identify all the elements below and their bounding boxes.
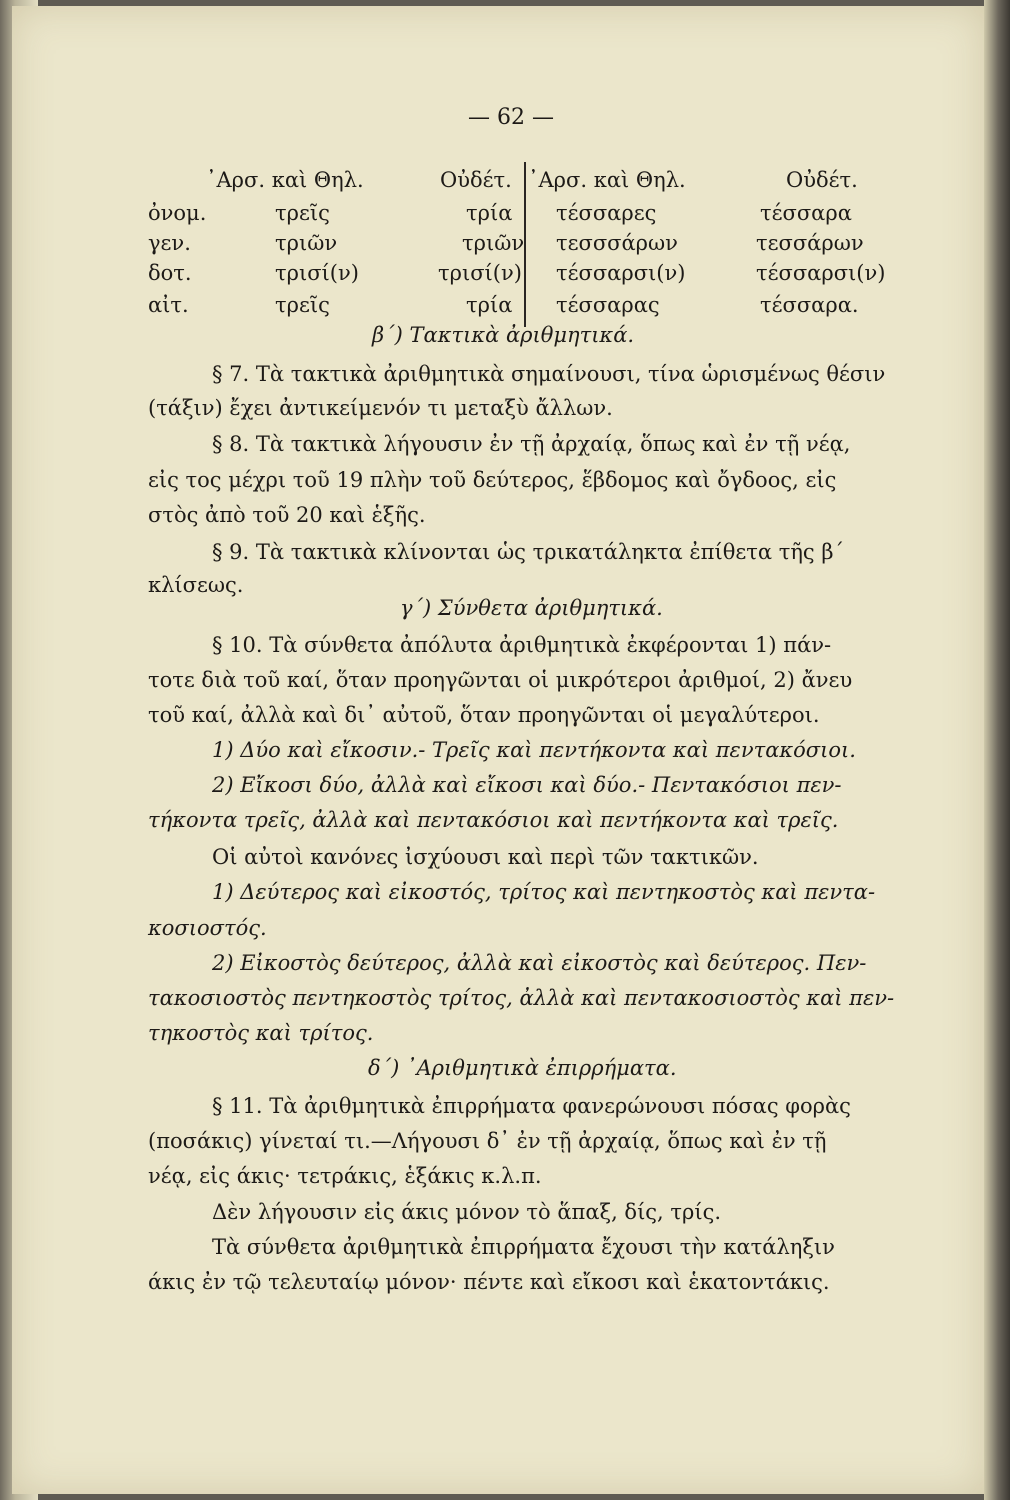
paragraph-line: εἰς τος μέχρι τοῦ 19 πλὴν τοῦ δεύτερος, ἕβδομος καὶ ὄγδοος, εἰς <box>148 468 837 492</box>
paragraph-line: § 11. Τὰ ἀριθμητικὰ ἐπιρρήματα φανερώνουσι πόσας φορὰς <box>212 1094 851 1118</box>
paragraph-line: Οἱ αὐτοὶ κανόνες ἰσχύουσι καὶ περὶ τῶν τακτικῶν. <box>212 845 759 869</box>
header-masc-fem-4: ᾿Αρσ. καὶ Θηλ. <box>528 168 686 192</box>
paragraph-line: στὸς ἀπὸ τοῦ 20 καὶ ἑξῆς. <box>148 503 426 527</box>
table-cell: τρισί(ν) <box>438 261 522 285</box>
header-neuter-3: Οὐδέτ. <box>440 168 512 192</box>
example-line: κοσιοστός. <box>148 916 267 940</box>
table-cell: τέσσαρας <box>556 293 660 317</box>
section-heading-adverbs: δ΄) ᾿Αριθμητικὰ ἐπιρρήματα. <box>368 1056 677 1080</box>
example-line: τήκοντα τρεῖς, ἀλλὰ καὶ πεντακόσιοι καὶ πεντήκοντα καὶ τρεῖς. <box>148 808 839 832</box>
paragraph-line: (ποσάκις) γίνεταί τι.—Λήγουσι δ᾿ ἐν τῇ ἀρχαίᾳ, ὅπως καὶ ἐν τῇ <box>148 1129 827 1153</box>
table-cell: τέσσαρσι(ν) <box>756 261 886 285</box>
table-cell: τρία <box>466 201 513 225</box>
table-cell: τρεῖς <box>275 201 330 225</box>
table-cell: τριῶν <box>275 231 338 255</box>
header-neuter-4: Οὐδέτ. <box>786 168 858 192</box>
paragraph-line: κλίσεως. <box>148 573 244 597</box>
example-line: 2) Εἰκοστὸς δεύτερος, ἀλλὰ καὶ εἰκοστὸς καὶ δεύτερος. Πεν- <box>212 951 867 975</box>
table-cell: τρισί(ν) <box>275 261 359 285</box>
case-label: γεν. <box>148 231 191 255</box>
page-right-edge <box>984 0 1010 1500</box>
paragraph-line: (τάξιν) ἔχει ἀντικείμενόν τι μεταξὺ ἄλλων. <box>148 396 613 420</box>
table-cell: τεσσσάρων <box>556 231 678 255</box>
paragraph-line: άκις ἐν τῷ τελευταίῳ μόνον· πέντε καὶ εἴκοσι καὶ ἑκατοντάκις. <box>148 1270 830 1294</box>
example-line: 1) Δύο καὶ εἴκοσιν.- Τρεῖς καὶ πεντήκοντα καὶ πεντακόσιοι. <box>212 738 856 762</box>
case-label: δοτ. <box>148 261 192 285</box>
table-cell: τέσσαρα. <box>760 293 859 317</box>
example-line: τηκοστὸς καὶ τρίτος. <box>148 1021 374 1045</box>
table-cell: τέσσαρσι(ν) <box>556 261 686 285</box>
case-label: ὀνομ. <box>148 201 207 225</box>
paragraph-line: νέᾳ, εἰς άκις· τετράκις, ἑξάκις κ.λ.π. <box>148 1164 542 1188</box>
paragraph-line: τοῦ καί, ἀλλὰ καὶ δι᾿ αὐτοῦ, ὅταν προηγῶνται οἱ μεγαλύτεροι. <box>148 703 820 727</box>
table-divider <box>524 162 526 327</box>
table-cell: τρεῖς <box>275 293 330 317</box>
example-line: 2) Εἴκοσι δύο, ἀλλὰ καὶ εἴκοσι καὶ δύο.- Πεντακόσιοι πεν- <box>212 773 842 797</box>
example-line: τακοσιοστὸς πεντηκοστὸς τρίτος, ἀλλὰ καὶ πεντακοσιοστὸς καὶ πεν- <box>148 986 895 1010</box>
section-heading-ordinals: β΄) Τακτικὰ ἀριθμητικά. <box>372 323 635 347</box>
paragraph-line: Τὰ σύνθετα ἀριθμητικὰ ἐπιρρήματα ἔχουσι τὴν κατάληξιν <box>212 1235 835 1259</box>
paragraph-line: § 10. Τὰ σύνθετα ἀπόλυτα ἀριθμητικὰ ἐκφέρονται 1) πάν- <box>212 633 832 657</box>
example-line: 1) Δεύτερος καὶ εἰκοστός, τρίτος καὶ πεντηκοστὸς καὶ πεντα- <box>212 880 876 904</box>
table-cell: τεσσάρων <box>756 231 864 255</box>
page-number: — 62 — <box>468 105 554 130</box>
paragraph-line: § 8. Τὰ τακτικὰ λήγουσιν ἐν τῇ ἀρχαίᾳ, ὅπως καὶ ἐν τῇ νέᾳ, <box>212 432 851 456</box>
case-label: αἰτ. <box>148 293 189 317</box>
paragraph-line: § 7. Τὰ τακτικὰ ἀριθμητικὰ σημαίνουσι, τίνα ὡρισμένως θέσιν <box>212 362 886 386</box>
paragraph-line: Δὲν λήγουσιν εἰς άκις μόνον τὸ ἅπαξ, δίς, τρίς. <box>212 1200 722 1224</box>
paragraph-line: § 9. Τὰ τακτικὰ κλίνονται ὡς τρικατάληκτα ἐπίθετα τῆς β΄ <box>212 540 844 564</box>
table-cell: τρία <box>466 293 513 317</box>
header-masc-fem-3: ᾿Αρσ. καὶ Θηλ. <box>206 168 364 192</box>
section-heading-compound: γ΄) Σύνθετα ἀριθμητικά. <box>400 596 663 620</box>
table-cell: τέσσαρα <box>760 201 852 225</box>
paragraph-line: τοτε διὰ τοῦ καί, ὅταν προηγῶνται οἱ μικρότεροι ἀριθμοί, 2) ἄνευ <box>148 668 853 692</box>
table-cell: τριῶν <box>462 231 525 255</box>
table-cell: τέσσαρες <box>556 201 657 225</box>
